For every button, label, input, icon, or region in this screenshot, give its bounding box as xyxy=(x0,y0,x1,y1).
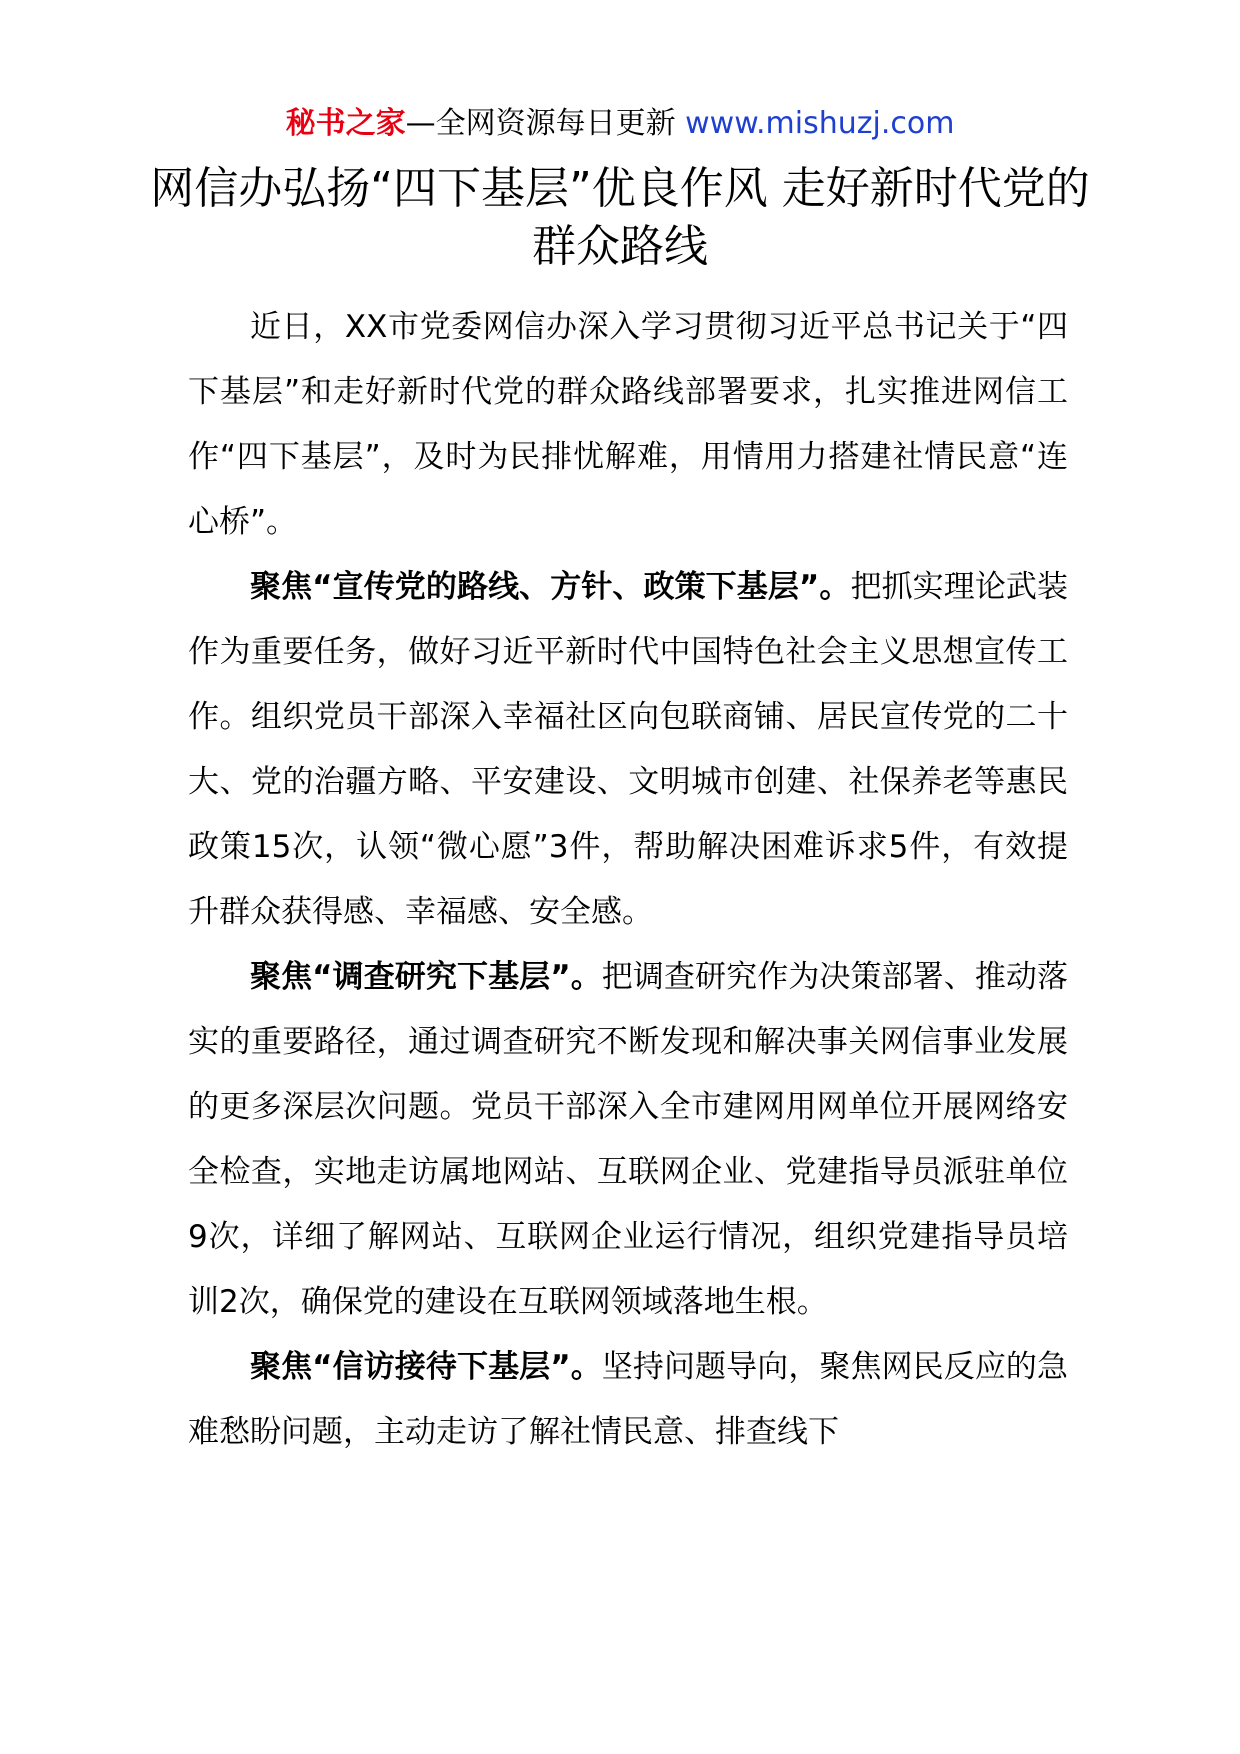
paragraph-research xyxy=(188,945,1068,1335)
paragraph-lead: 聚焦“宣传党的路线、方针、政策下基层”。 xyxy=(250,569,851,605)
document-body xyxy=(188,295,1068,1465)
paragraph-text: 把抓实理论武装作为重要任务，做好习近平新时代中国特色社会主义思想宣传工作。组织党员干部深入幸福社区向包联商铺、居民宣传党的二十大、党的治疆方略、平安建设、文明城市创建、社保养老等惠民政策15次，认领“微心愿”3件，帮助解决困难诉求5件，有效提升群众获得感、幸福感、安全感。 xyxy=(188,569,1069,930)
paragraph-intro xyxy=(188,295,1068,555)
paragraph-lead: 聚焦“调查研究下基层”。 xyxy=(250,959,602,995)
site-header xyxy=(0,98,1240,150)
header-tagline: —全网资源每日更新 xyxy=(405,106,676,141)
paragraph-petition xyxy=(188,1335,1068,1465)
document-title: 网信办弘扬“四下基层”优良作风 走好新时代党的群众路线 xyxy=(150,163,1090,272)
brand-name: 秘书之家 xyxy=(285,106,406,141)
paragraph-lead: 聚焦“信访接待下基层”。 xyxy=(250,1349,602,1385)
site-url-link[interactable]: www.mishuzj.com xyxy=(685,106,955,141)
paragraph-text: 把调查研究作为决策部署、推动落实的重要路径，通过调查研究不断发现和解决事关网信事业发展的更多深层次问题。党员干部深入全市建网用网单位开展网络安全检查，实地走访属地网站、互联网企业、党建指导员派驻单位9次，详细了解网站、互联网企业运行情况，组织党建指导员培训2次，确保党的建设在互联网领域落地生根。 xyxy=(188,959,1069,1320)
paragraph-text: 坚持问题导向，聚焦网民反应的急难愁盼问题，主动走访了解社情民意、排查线下 xyxy=(188,1349,1069,1450)
paragraph-text: 近日，XX市党委网信办深入学习贯彻习近平总书记关于“四下基层”和走好新时代党的群众路线部署要求，扎实推进网信工作“四下基层”，及时为民排忧解难，用情用力搭建社情民意“连心桥”。 xyxy=(188,309,1068,540)
paragraph-propaganda xyxy=(188,555,1068,945)
